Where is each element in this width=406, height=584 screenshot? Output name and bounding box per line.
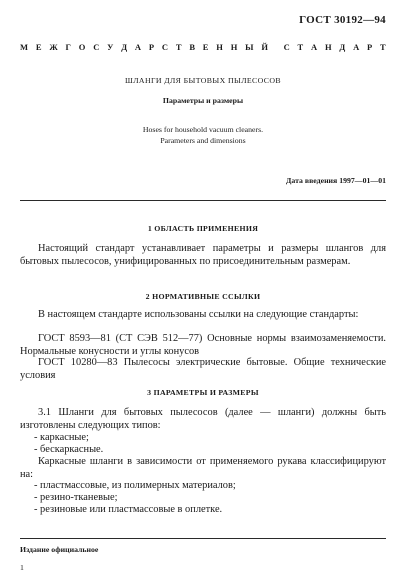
scope-paragraph: Настоящий стандарт устанавливает параметры и размеры шлангов для бытовых пылесосов, унифицированных по присоединительным размерам. <box>20 243 386 267</box>
standard-letter: Г <box>65 42 71 52</box>
english-title <box>0 124 406 146</box>
material-item: - резино-тканевые; <box>34 492 118 503</box>
classification-paragraph: Каркасные шланги в зависимости от применяемого рукава классифицируют на: <box>20 456 386 480</box>
standard-letter: Н <box>230 42 238 52</box>
standard-type-line <box>20 42 386 52</box>
section-heading-scope: 1 ОБЛАСТЬ ПРИМЕНЕНИЯ <box>147 224 259 233</box>
standard-letter: Ы <box>245 42 254 52</box>
header-divider <box>20 200 386 201</box>
document-title: ШЛАНГИ ДЛЯ БЫТОВЫХ ПЫЛЕСОСОВ <box>124 76 282 85</box>
gost-code: ГОСТ 30192—94 <box>299 14 386 26</box>
material-item: - резиновые или пластмассовые в оплетке. <box>34 504 223 515</box>
standard-letter: М <box>20 42 29 52</box>
hose-type-item: - каркасные; <box>34 432 89 443</box>
standard-letter: О <box>78 42 86 52</box>
reference-item: ГОСТ 10280—83 Пылесосы электрические бытовые. Общие технические условия <box>20 357 386 381</box>
section-heading-references: 2 НОРМАТИВНЫЕ ССЫЛКИ <box>145 292 261 301</box>
standard-letter: Н <box>216 42 223 52</box>
standard-letter: Ж <box>49 42 58 52</box>
document-subtitle: Параметры и размеры <box>162 96 244 105</box>
footer-divider <box>20 538 386 539</box>
official-edition-note: Издание официальное <box>20 545 99 554</box>
standard-letter: Т <box>380 42 386 52</box>
standard-letter: Т <box>175 42 182 52</box>
introduction-date: Дата введения 1997—01—01 <box>286 176 386 185</box>
english-title-line: Hoses for household vacuum cleaners. <box>142 125 264 134</box>
references-intro: В настоящем стандарте использованы ссылки на следующие стандарты: <box>38 309 359 320</box>
page-number: 1 <box>20 563 24 572</box>
standard-letter: У <box>107 42 114 52</box>
standard-letter: Н <box>324 42 332 52</box>
standard-letter: Д <box>121 42 128 52</box>
standard-letter: В <box>189 42 195 52</box>
standard-letter: Е <box>202 42 209 52</box>
clause-3-1: 3.1 Шланги для бытовых пылесосов (далее — шланги) должны быть изготовлены следующих типов: <box>20 407 386 431</box>
standard-letter: Е <box>35 42 42 52</box>
standard-letter: Р <box>367 42 373 52</box>
english-title-line: Parameters and dimensions <box>160 136 246 145</box>
material-item: - пластмассовые, из полимерных материалов; <box>34 480 236 491</box>
hose-type-item: - бескаркасные. <box>34 444 104 455</box>
standard-letter: А <box>311 42 318 52</box>
reference-item: ГОСТ 8593—81 (СТ СЭВ 512—77) Основные нормы взаимозаменяемости. Нормальные конусности и углы конусов <box>20 333 386 357</box>
standard-letter: С <box>93 42 100 52</box>
standard-letter: Д <box>339 42 346 52</box>
section-heading-parameters: 3 ПАРАМЕТРЫ И РАЗМЕРЫ <box>147 388 259 397</box>
standard-letter: А <box>353 42 360 52</box>
standard-letter: А <box>134 42 142 52</box>
standard-letter: Р <box>148 42 155 52</box>
standard-letter: Й <box>261 42 268 52</box>
standard-letter: С <box>161 42 169 52</box>
standard-letter: Т <box>297 42 304 52</box>
standard-letter: С <box>283 42 290 52</box>
